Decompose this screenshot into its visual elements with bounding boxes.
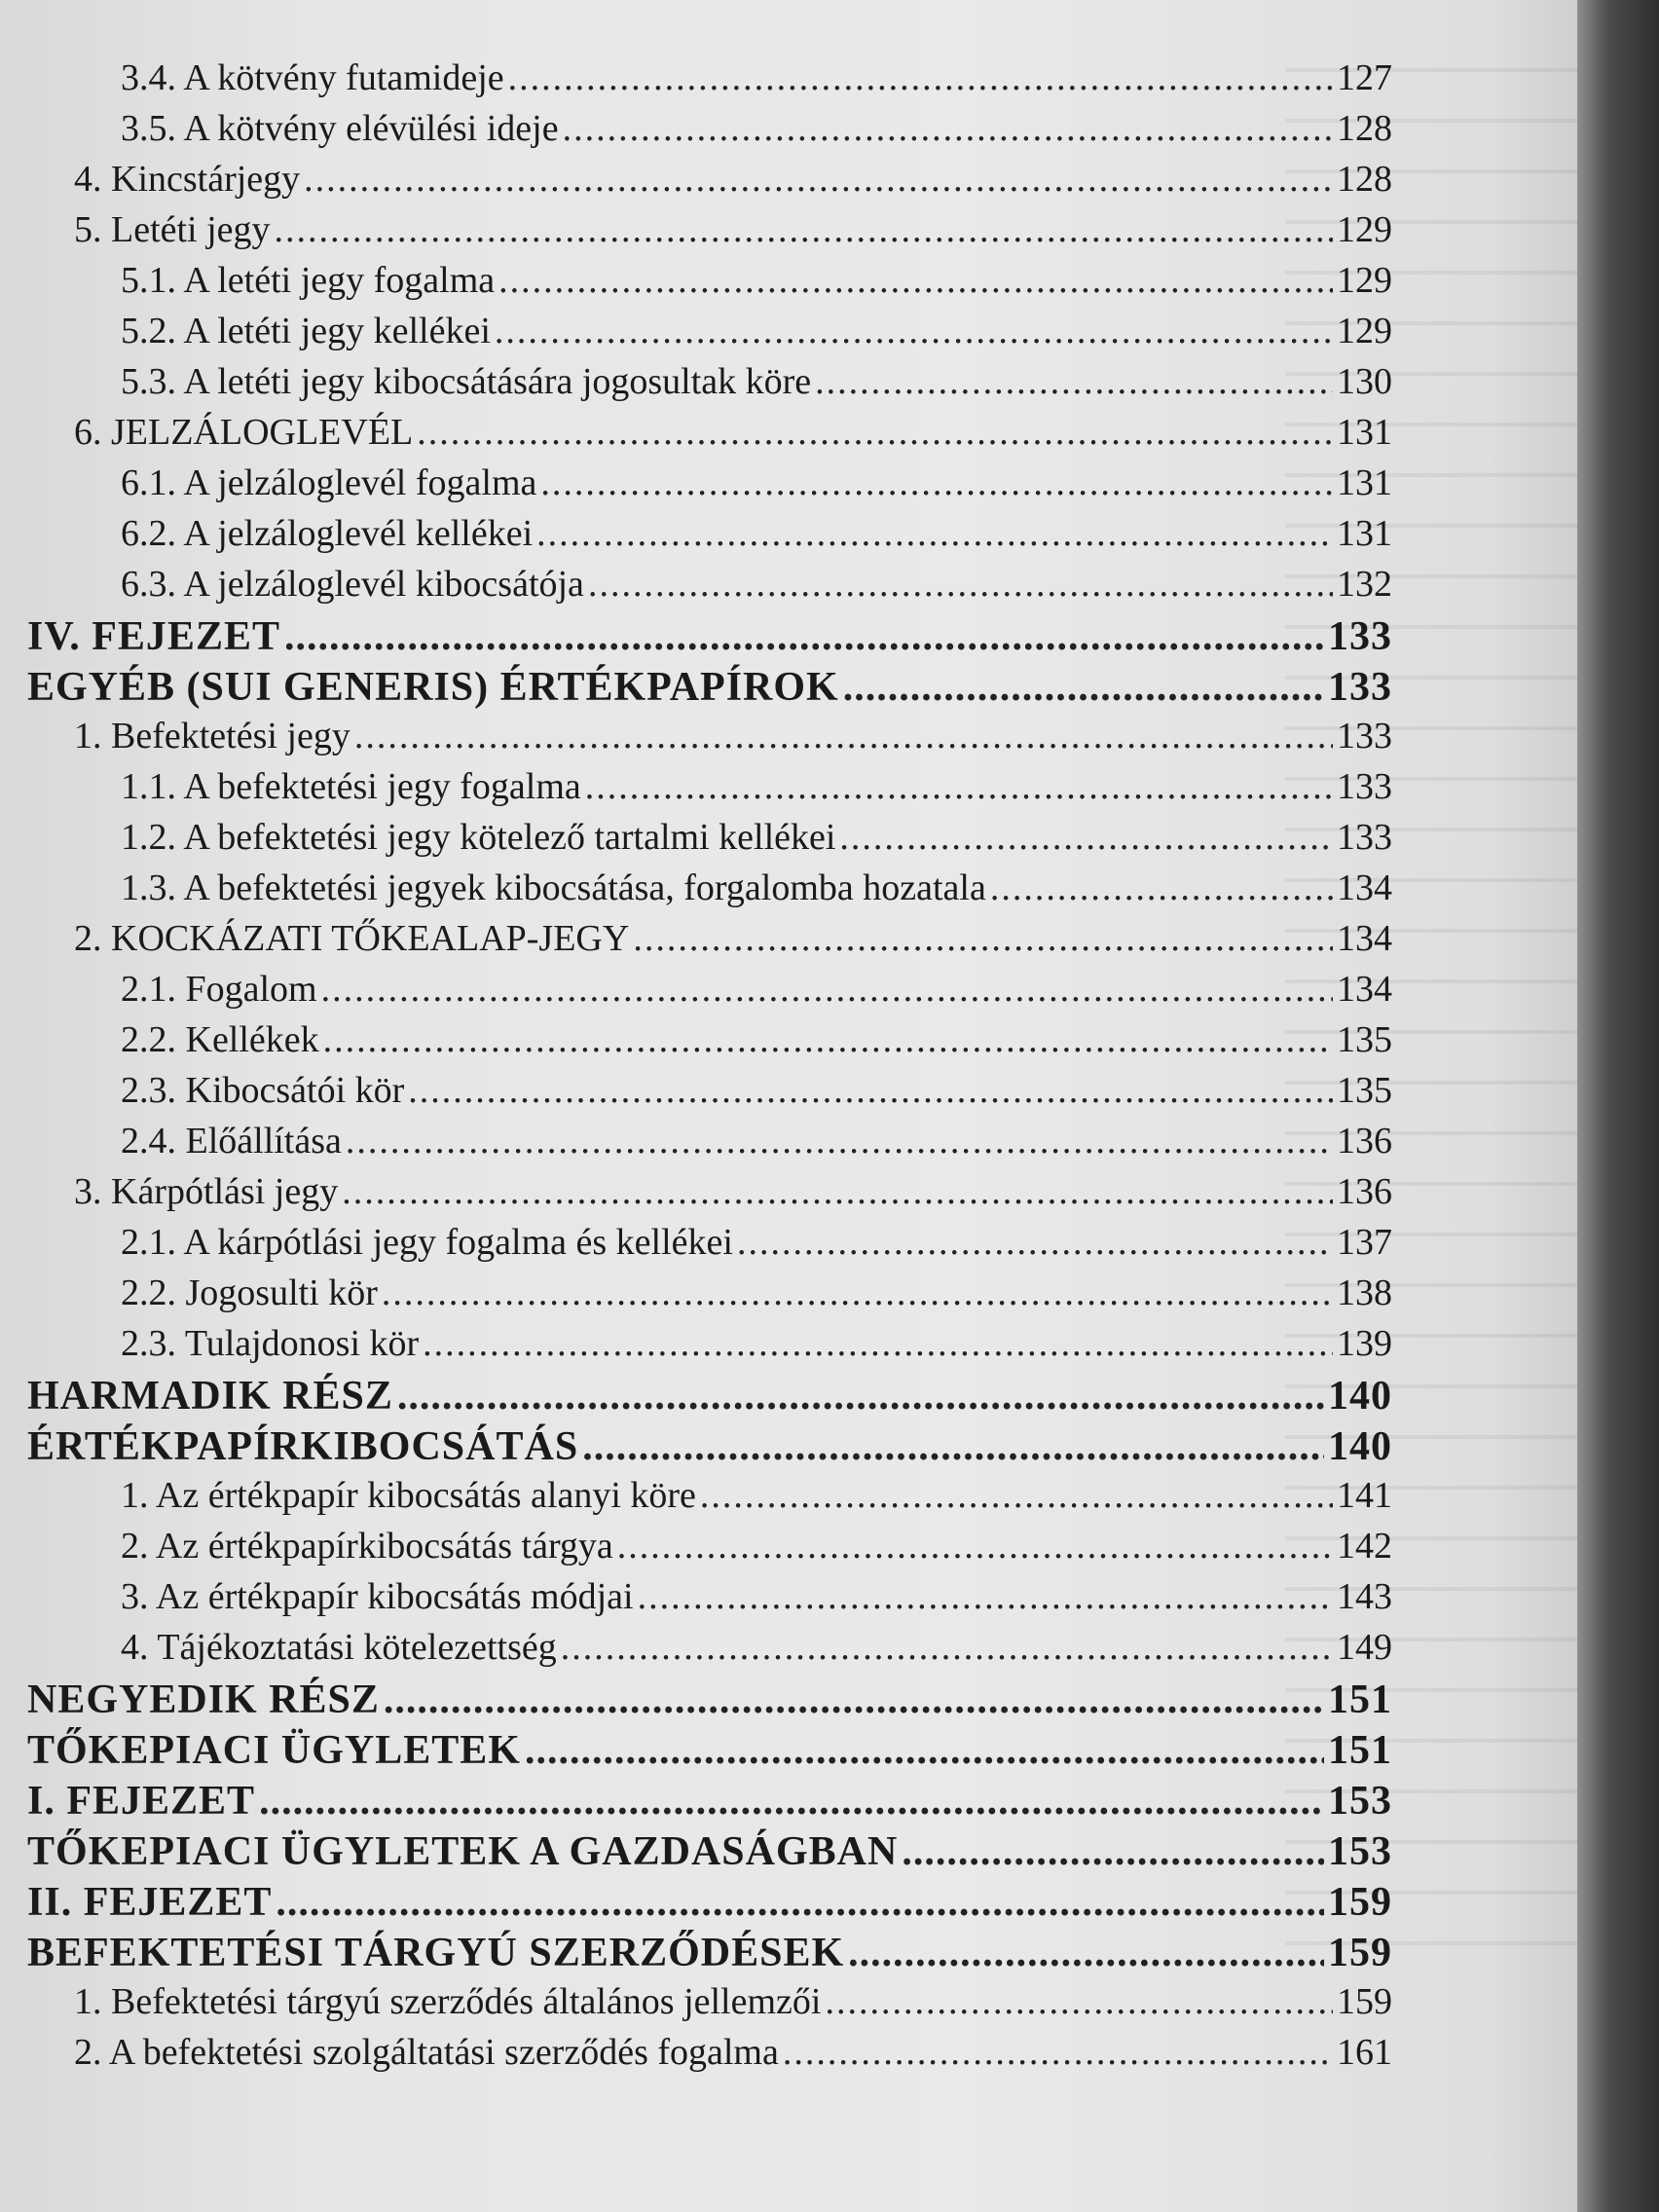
toc-entry-label: 1.2. A befektetési jegy kötelező tartalmi kellékei xyxy=(121,817,836,858)
toc-entry-page: 133 xyxy=(1328,614,1392,659)
dot-leader xyxy=(825,1980,1333,2023)
toc-entry-label: IV. FEJEZET xyxy=(27,614,280,659)
toc-entry xyxy=(121,1069,1392,1112)
toc-entry xyxy=(121,1525,1392,1567)
dot-leader xyxy=(582,1423,1324,1470)
dot-leader xyxy=(417,411,1333,454)
toc-entry-page: 159 xyxy=(1337,1981,1392,2022)
toc-entry xyxy=(121,56,1392,99)
toc-entry-label: TŐKEPIACI ÜGYLETEK xyxy=(27,1728,521,1773)
toc-entry-label: NEGYEDIK RÉSZ xyxy=(27,1677,380,1722)
toc-entry-label: 5.3. A letéti jegy kibocsátására jogosultak köre xyxy=(121,361,812,402)
dot-leader xyxy=(540,461,1333,504)
dot-leader xyxy=(588,563,1333,606)
dot-leader xyxy=(839,816,1333,859)
dot-leader xyxy=(737,1221,1333,1264)
toc-entry-page: 149 xyxy=(1337,1627,1392,1668)
toc-entry-page: 135 xyxy=(1337,1070,1392,1111)
toc-entry xyxy=(74,208,1392,251)
dot-leader xyxy=(408,1069,1333,1112)
dot-leader xyxy=(259,1778,1324,1825)
toc-entry-label: 2.1. A kárpótlási jegy fogalma és kellékei xyxy=(121,1222,733,1263)
toc-entry-label: II. FEJEZET xyxy=(27,1880,273,1925)
toc-entry-label: I. FEJEZET xyxy=(27,1779,256,1824)
dot-leader xyxy=(700,1474,1333,1517)
dot-leader xyxy=(843,664,1324,711)
toc-entry-page: 130 xyxy=(1337,361,1392,402)
toc-entry-page: 153 xyxy=(1328,1829,1392,1874)
toc-entry xyxy=(121,765,1392,808)
toc-entry-label: 1.1. A befektetési jegy fogalma xyxy=(121,766,581,807)
dot-leader xyxy=(346,1120,1333,1162)
toc-entry-label: 2.1. Fogalom xyxy=(121,969,317,1010)
dot-leader xyxy=(848,1930,1324,1976)
dot-leader xyxy=(815,360,1333,403)
toc-entry-label: 6. JELZÁLOGLEVÉL xyxy=(74,412,414,453)
toc-entry xyxy=(121,1221,1392,1264)
toc-entry xyxy=(27,664,1392,711)
toc-entry-page: 128 xyxy=(1337,108,1392,149)
toc-entry-page: 133 xyxy=(1337,817,1392,858)
toc-entry-page: 136 xyxy=(1337,1171,1392,1212)
toc-entry-label: 5.2. A letéti jegy kellékei xyxy=(121,311,491,351)
toc-entry xyxy=(27,1727,1392,1774)
toc-entry-label: 1. Befektetési tárgyú szerződés általános jellemzői xyxy=(74,1981,822,2022)
toc-entry-label: 6.1. A jelzáloglevél fogalma xyxy=(121,462,537,503)
toc-entry-label: BEFEKTETÉSI TÁRGYÚ SZERZŐDÉSEK xyxy=(27,1931,845,1975)
toc-entry-page: 151 xyxy=(1328,1728,1392,1773)
toc-entry xyxy=(121,1575,1392,1618)
toc-entry-page: 133 xyxy=(1328,665,1392,710)
toc-entry-label: 2.3. Tulajdonosi kör xyxy=(121,1323,420,1364)
toc-entry-label: 6.2. A jelzáloglevél kellékei xyxy=(121,513,534,554)
toc-entry-page: 134 xyxy=(1337,918,1392,959)
toc-entry xyxy=(27,1677,1392,1723)
toc-entry xyxy=(121,1474,1392,1517)
toc-entry-page: 134 xyxy=(1337,969,1392,1010)
toc-entry-label: 3.4. A kötvény futamideje xyxy=(121,57,504,98)
toc-entry-page: 131 xyxy=(1337,462,1392,503)
toc-entry-label: 2.4. Előállítása xyxy=(121,1121,342,1161)
dot-leader xyxy=(783,2031,1333,2074)
toc-entry xyxy=(74,2031,1392,2074)
dot-leader xyxy=(354,715,1333,757)
dot-leader xyxy=(633,917,1333,960)
toc-entry-page: 138 xyxy=(1337,1272,1392,1313)
dot-leader xyxy=(342,1170,1333,1213)
toc-entry-label: EGYÉB (SUI GENERIS) ÉRTÉKPAPÍROK xyxy=(27,665,839,710)
toc-entry-page: 127 xyxy=(1337,57,1392,98)
toc-entry-page: 136 xyxy=(1337,1121,1392,1161)
toc-entry xyxy=(121,512,1392,555)
toc-entry-page: 140 xyxy=(1328,1374,1392,1419)
toc-entry xyxy=(121,563,1392,606)
toc-entry-label: 2. Az értékpapírkibocsátás tárgya xyxy=(121,1526,613,1567)
toc-entry xyxy=(121,1272,1392,1314)
dot-leader xyxy=(284,613,1324,660)
toc-entry-page: 151 xyxy=(1328,1677,1392,1722)
dot-leader xyxy=(617,1525,1333,1567)
dot-leader xyxy=(384,1677,1324,1723)
toc-entry-label: 2.3. Kibocsátói kör xyxy=(121,1070,405,1111)
toc-entry-label: 3.5. A kötvény elévülési ideje xyxy=(121,108,559,149)
dot-leader xyxy=(525,1727,1324,1774)
toc-entry-label: 1.3. A befektetési jegyek kibocsátása, forgalomba hozatala xyxy=(121,867,986,908)
toc-entry xyxy=(27,1778,1392,1825)
toc-entry-page: 129 xyxy=(1337,260,1392,301)
toc-entry-label: 4. Kincstárjegy xyxy=(74,159,301,200)
toc-entry-label: 1. Az értékpapír kibocsátás alanyi köre xyxy=(121,1475,696,1516)
toc-entry xyxy=(27,613,1392,660)
toc-entry-page: 133 xyxy=(1337,766,1392,807)
toc-entry xyxy=(121,816,1392,859)
dot-leader xyxy=(323,1018,1333,1061)
toc-entry xyxy=(74,1170,1392,1213)
toc-entry xyxy=(121,1018,1392,1061)
dot-leader xyxy=(508,56,1333,99)
toc-entry-page: 142 xyxy=(1337,1526,1392,1567)
toc-entry xyxy=(121,360,1392,403)
toc-entry-page: 129 xyxy=(1337,209,1392,250)
toc-entry-page: 137 xyxy=(1337,1222,1392,1263)
toc-entry xyxy=(27,1879,1392,1926)
toc-entry xyxy=(121,1626,1392,1669)
toc-entry xyxy=(27,1930,1392,1976)
toc-entry-page: 131 xyxy=(1337,513,1392,554)
toc-entry-page: 141 xyxy=(1337,1475,1392,1516)
dot-leader xyxy=(561,1626,1333,1669)
toc-entry-label: 2.2. Jogosulti kör xyxy=(121,1272,378,1313)
toc-entry-page: 131 xyxy=(1337,412,1392,453)
toc-entry-label: 2. A befektetési szolgáltatási szerződés fogalma xyxy=(74,2032,779,2073)
toc-entry-page: 135 xyxy=(1337,1019,1392,1060)
dot-leader xyxy=(638,1575,1333,1618)
toc-entry-page: 159 xyxy=(1328,1931,1392,1975)
toc-entry xyxy=(74,411,1392,454)
toc-entry xyxy=(121,968,1392,1011)
book-spine xyxy=(1577,0,1659,2212)
toc-entry-label: ÉRTÉKPAPÍRKIBOCSÁTÁS xyxy=(27,1424,579,1469)
toc-entry-label: 1. Befektetési jegy xyxy=(74,716,350,756)
toc-entry xyxy=(74,1980,1392,2023)
toc-entry-page: 161 xyxy=(1337,2032,1392,2073)
toc-entry-page: 143 xyxy=(1337,1576,1392,1617)
dot-leader xyxy=(382,1272,1333,1314)
dot-leader xyxy=(321,968,1333,1011)
toc-entry xyxy=(121,866,1392,909)
toc-entry-page: 153 xyxy=(1328,1779,1392,1824)
toc-entry xyxy=(74,158,1392,201)
dot-leader xyxy=(275,208,1333,251)
dot-leader xyxy=(495,310,1333,352)
dot-leader xyxy=(585,765,1333,808)
toc-entry xyxy=(27,1828,1392,1875)
toc-entry xyxy=(121,1322,1392,1365)
toc-entry xyxy=(121,310,1392,352)
toc-entry-label: 2. KOCKÁZATI TŐKEALAP-JEGY xyxy=(74,918,630,959)
toc-entry-label: 3. Az értékpapír kibocsátás módjai xyxy=(121,1576,634,1617)
toc-entry-label: 5.1. A letéti jegy fogalma xyxy=(121,260,496,301)
toc-entry-page: 139 xyxy=(1337,1323,1392,1364)
dot-leader xyxy=(304,158,1333,201)
toc-entry-page: 128 xyxy=(1337,159,1392,200)
toc-entry-label: HARMADIK RÉSZ xyxy=(27,1374,393,1419)
toc-entry xyxy=(74,715,1392,757)
toc-entry-label: TŐKEPIACI ÜGYLETEK A GAZDASÁGBAN xyxy=(27,1829,899,1874)
dot-leader xyxy=(397,1373,1324,1419)
toc-entry-label: 6.3. A jelzáloglevél kibocsátója xyxy=(121,564,584,605)
toc-entry-page: 134 xyxy=(1337,867,1392,908)
toc-entry xyxy=(74,917,1392,960)
dot-leader xyxy=(990,866,1333,909)
dot-leader xyxy=(423,1322,1333,1365)
dot-leader xyxy=(563,107,1333,150)
toc-entry xyxy=(27,1423,1392,1470)
toc-entry-label: 5. Letéti jegy xyxy=(74,209,271,250)
dot-leader xyxy=(536,512,1333,555)
dot-leader xyxy=(498,259,1333,302)
toc-entry-page: 140 xyxy=(1328,1424,1392,1469)
toc-entry-page: 129 xyxy=(1337,311,1392,351)
toc-entry xyxy=(121,1120,1392,1162)
toc-entry-page: 133 xyxy=(1337,716,1392,756)
dot-leader xyxy=(902,1828,1324,1875)
toc-entry xyxy=(121,107,1392,150)
toc-entry-page: 159 xyxy=(1328,1880,1392,1925)
toc-entry-page: 132 xyxy=(1337,564,1392,605)
toc-entry xyxy=(121,259,1392,302)
toc-entry xyxy=(121,461,1392,504)
toc-entry xyxy=(27,1373,1392,1419)
toc-entry-label: 2.2. Kellékek xyxy=(121,1019,319,1060)
dot-leader xyxy=(276,1879,1324,1926)
toc-entry-label: 3. Kárpótlási jegy xyxy=(74,1171,339,1212)
toc-entry-label: 4. Tájékoztatási kötelezettség xyxy=(121,1627,557,1668)
